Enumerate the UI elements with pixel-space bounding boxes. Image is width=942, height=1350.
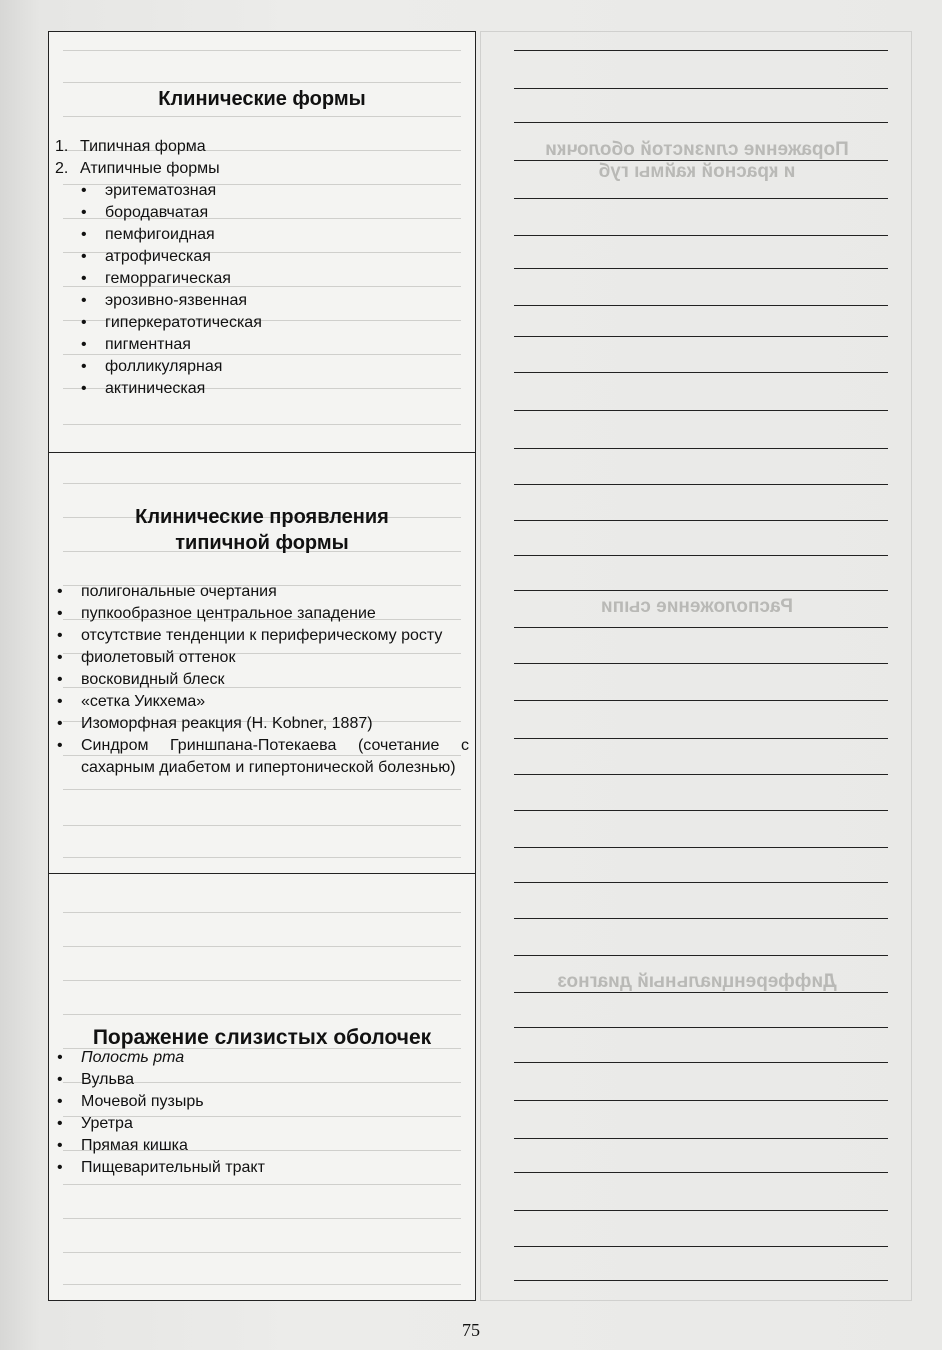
clinical-forms-title: Клинические формы — [158, 88, 366, 110]
title-line: типичной формы — [175, 532, 349, 554]
title-line: Клинические проявления — [135, 506, 389, 528]
writing-line — [514, 555, 888, 556]
list-item: • геморрагическая — [49, 268, 465, 290]
writing-line — [514, 198, 888, 199]
page-number: 75 — [462, 1320, 480, 1340]
writing-line — [514, 268, 888, 269]
typical-form-title — [49, 504, 475, 556]
writing-line — [514, 1027, 888, 1028]
ghost-heading-line: и красной каймы губ — [598, 161, 796, 182]
rule-line — [63, 1014, 461, 1015]
left-card — [48, 31, 476, 1301]
ghost-heading — [502, 139, 892, 183]
item-text: Атипичные формы — [80, 160, 220, 177]
item-text: Типичная форма — [80, 138, 206, 155]
list-item: • Прямая кишка — [49, 1135, 465, 1157]
rule-line — [63, 82, 461, 83]
writing-line — [514, 484, 888, 485]
list-item: • атрофическая — [49, 246, 465, 268]
rule-line — [63, 116, 461, 117]
rule-line — [63, 1284, 461, 1285]
rule-line — [63, 789, 461, 790]
rule-line — [63, 50, 461, 51]
rule-line — [63, 424, 461, 425]
rule-line — [63, 825, 461, 826]
writing-line — [514, 700, 888, 701]
mucous-list — [49, 1047, 465, 1179]
writing-line — [514, 918, 888, 919]
writing-line — [514, 627, 888, 628]
rule-line — [63, 946, 461, 947]
writing-line — [514, 520, 888, 521]
writing-line — [514, 738, 888, 739]
ghost-heading-line: Поражение слизистой оболочки — [545, 139, 849, 160]
writing-line — [514, 336, 888, 337]
typical-form-list — [49, 581, 469, 779]
rule-line — [63, 1218, 461, 1219]
list-item: • Мочевой пузырь — [49, 1091, 465, 1113]
list-item: • Полость рта — [49, 1047, 465, 1069]
writing-line — [514, 1172, 888, 1173]
writing-line — [514, 305, 888, 306]
writing-line — [514, 847, 888, 848]
list-item: • Вульва — [49, 1069, 465, 1091]
list-item: • Уретра — [49, 1113, 465, 1135]
item-number: 1. — [55, 138, 69, 155]
list-item: • «сетка Уикхема» — [49, 691, 469, 713]
rule-line — [63, 857, 461, 858]
list-item: • отсутствие тенденции к периферическому росту — [49, 625, 469, 647]
writing-line — [514, 1138, 888, 1139]
writing-line — [514, 88, 888, 89]
writing-line — [514, 955, 888, 956]
right-worksheet — [480, 31, 912, 1301]
rule-line — [63, 980, 461, 981]
list-item: • пупкообразное центральное западение — [49, 603, 469, 625]
writing-line — [514, 1062, 888, 1063]
list-item: • восковидный блеск — [49, 669, 469, 691]
list-item: • фиолетовый оттенок — [49, 647, 469, 669]
writing-line — [514, 50, 888, 51]
writing-line — [514, 590, 888, 591]
list-item: • пигментная — [49, 334, 465, 356]
list-item: • полигональные очертания — [49, 581, 469, 603]
writing-line — [514, 448, 888, 449]
list-item: • Синдром Гриншпана-Потекаева (сочетание с сахарным диабетом и гипертонической болезнью) — [49, 735, 469, 779]
ghost-heading: Расположение сыпи — [600, 596, 794, 617]
writing-line — [514, 1280, 888, 1281]
writing-line — [514, 372, 888, 373]
writing-line — [514, 810, 888, 811]
list-item: • Пищеварительный тракт — [49, 1157, 465, 1179]
writing-line — [514, 235, 888, 236]
writing-line — [514, 882, 888, 883]
writing-line — [514, 663, 888, 664]
writing-line — [514, 1210, 888, 1211]
rule-line — [63, 483, 461, 484]
writing-line — [514, 1246, 888, 1247]
list-item: • эрозивно-язвенная — [49, 290, 465, 312]
writing-line — [514, 122, 888, 123]
mucous-title: Поражение слизистых оболочек — [92, 1026, 432, 1049]
list-item: • пемфигоидная — [49, 224, 465, 246]
writing-line — [514, 410, 888, 411]
list-item: • Изоморфная реакция (H. Kobner, 1887) — [49, 713, 469, 735]
list-item: • бородавчатая — [49, 202, 465, 224]
list-item: • актиническая — [49, 378, 465, 400]
ghost-heading: Дифференциальный диагноз — [557, 971, 837, 992]
list-item: • эритематозная — [49, 180, 465, 202]
rule-line — [63, 912, 461, 913]
writing-line — [514, 774, 888, 775]
writing-line — [514, 1100, 888, 1101]
list-item: • гиперкератотическая — [49, 312, 465, 334]
rule-line — [63, 1184, 461, 1185]
rule-line — [63, 1252, 461, 1253]
list-item — [49, 158, 465, 180]
clinical-forms-list — [49, 136, 465, 400]
list-item — [49, 136, 465, 158]
list-item: • фолликулярная — [49, 356, 465, 378]
item-number: 2. — [55, 160, 69, 177]
